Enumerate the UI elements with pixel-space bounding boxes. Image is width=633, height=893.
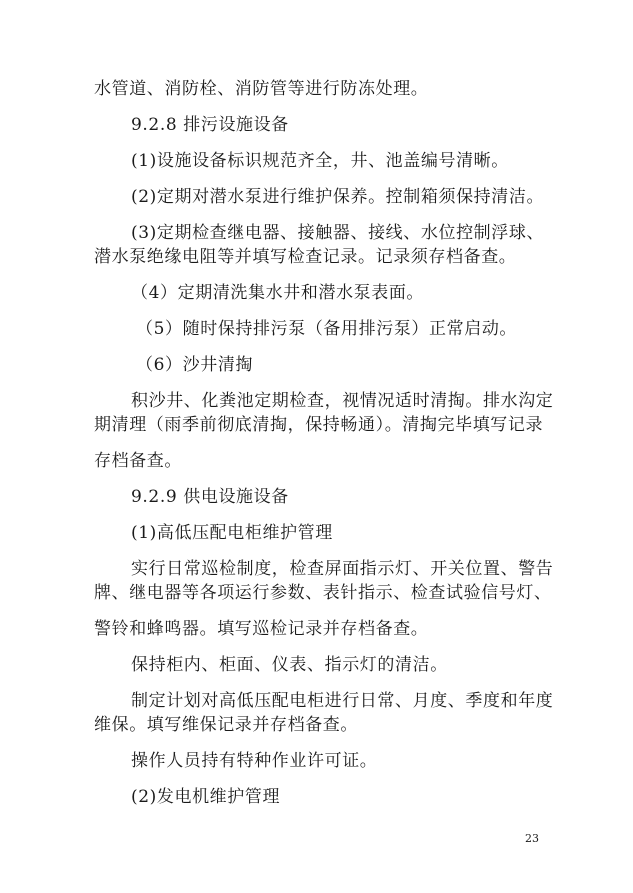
section-heading-9-2-8: 9.2.8 排污设施设备 [131,115,289,135]
text-line-18: 保持柜内、柜面、仪表、指示灯的清洁。 [131,655,448,675]
text-line-1: 水管道、消防栓、消防管等进行防冻处理。 [94,79,429,99]
text-line-3: (1)设施设备标识规范齐全，井、池盖编号清晰。 [131,151,509,171]
text-line-10: 积沙井、化粪池定期检查，视情况适时清掏。排水沟定 [131,391,554,411]
text-line-19: 制定计划对高低压配电柜进行日常、月度、季度和年度 [131,691,554,711]
section-heading-9-2-9: 9.2.9 供电设施设备 [131,487,289,507]
text-line-15: 实行日常巡检制度，检查屏面指示灯、开关位置、警告 [131,559,554,579]
text-line-5: (3)定期检查继电器、接触器、接线、水位控制浮球、 [131,223,545,243]
text-line-6: 潜水泵绝缘电阻等并填写检查记录。记录须存档备查。 [94,247,517,267]
text-line-4: (2)定期对潜水泵进行维护保养。控制箱须保持清洁。 [131,187,545,207]
text-line-22: (2)发电机维护管理 [131,787,281,807]
text-line-20: 维保。填写维保记录并存档备查。 [94,715,358,735]
text-line-16: 牌、继电器等各项运行参数、表针指示、检查试验信号灯、 [94,583,552,603]
text-line-21: 操作人员持有特种作业许可证。 [131,751,378,771]
text-line-14: (1)高低压配电柜维护管理 [131,523,333,543]
text-line-8: （5）随时保持排污泵（备用排污泵）正常启动。 [136,319,518,339]
page-number: 23 [525,832,539,845]
text-line-12: 存档备查。 [94,451,182,471]
text-line-17: 警铃和蜂鸣器。填写巡检记录并存档备查。 [94,619,429,639]
text-line-7: （4）定期清洗集水井和潜水泵表面。 [131,283,425,303]
text-line-9: （6）沙井清掏 [136,355,254,375]
text-line-11: 期清理（雨季前彻底清掏，保持畅通）。清掏完毕填写记录 [94,415,544,435]
